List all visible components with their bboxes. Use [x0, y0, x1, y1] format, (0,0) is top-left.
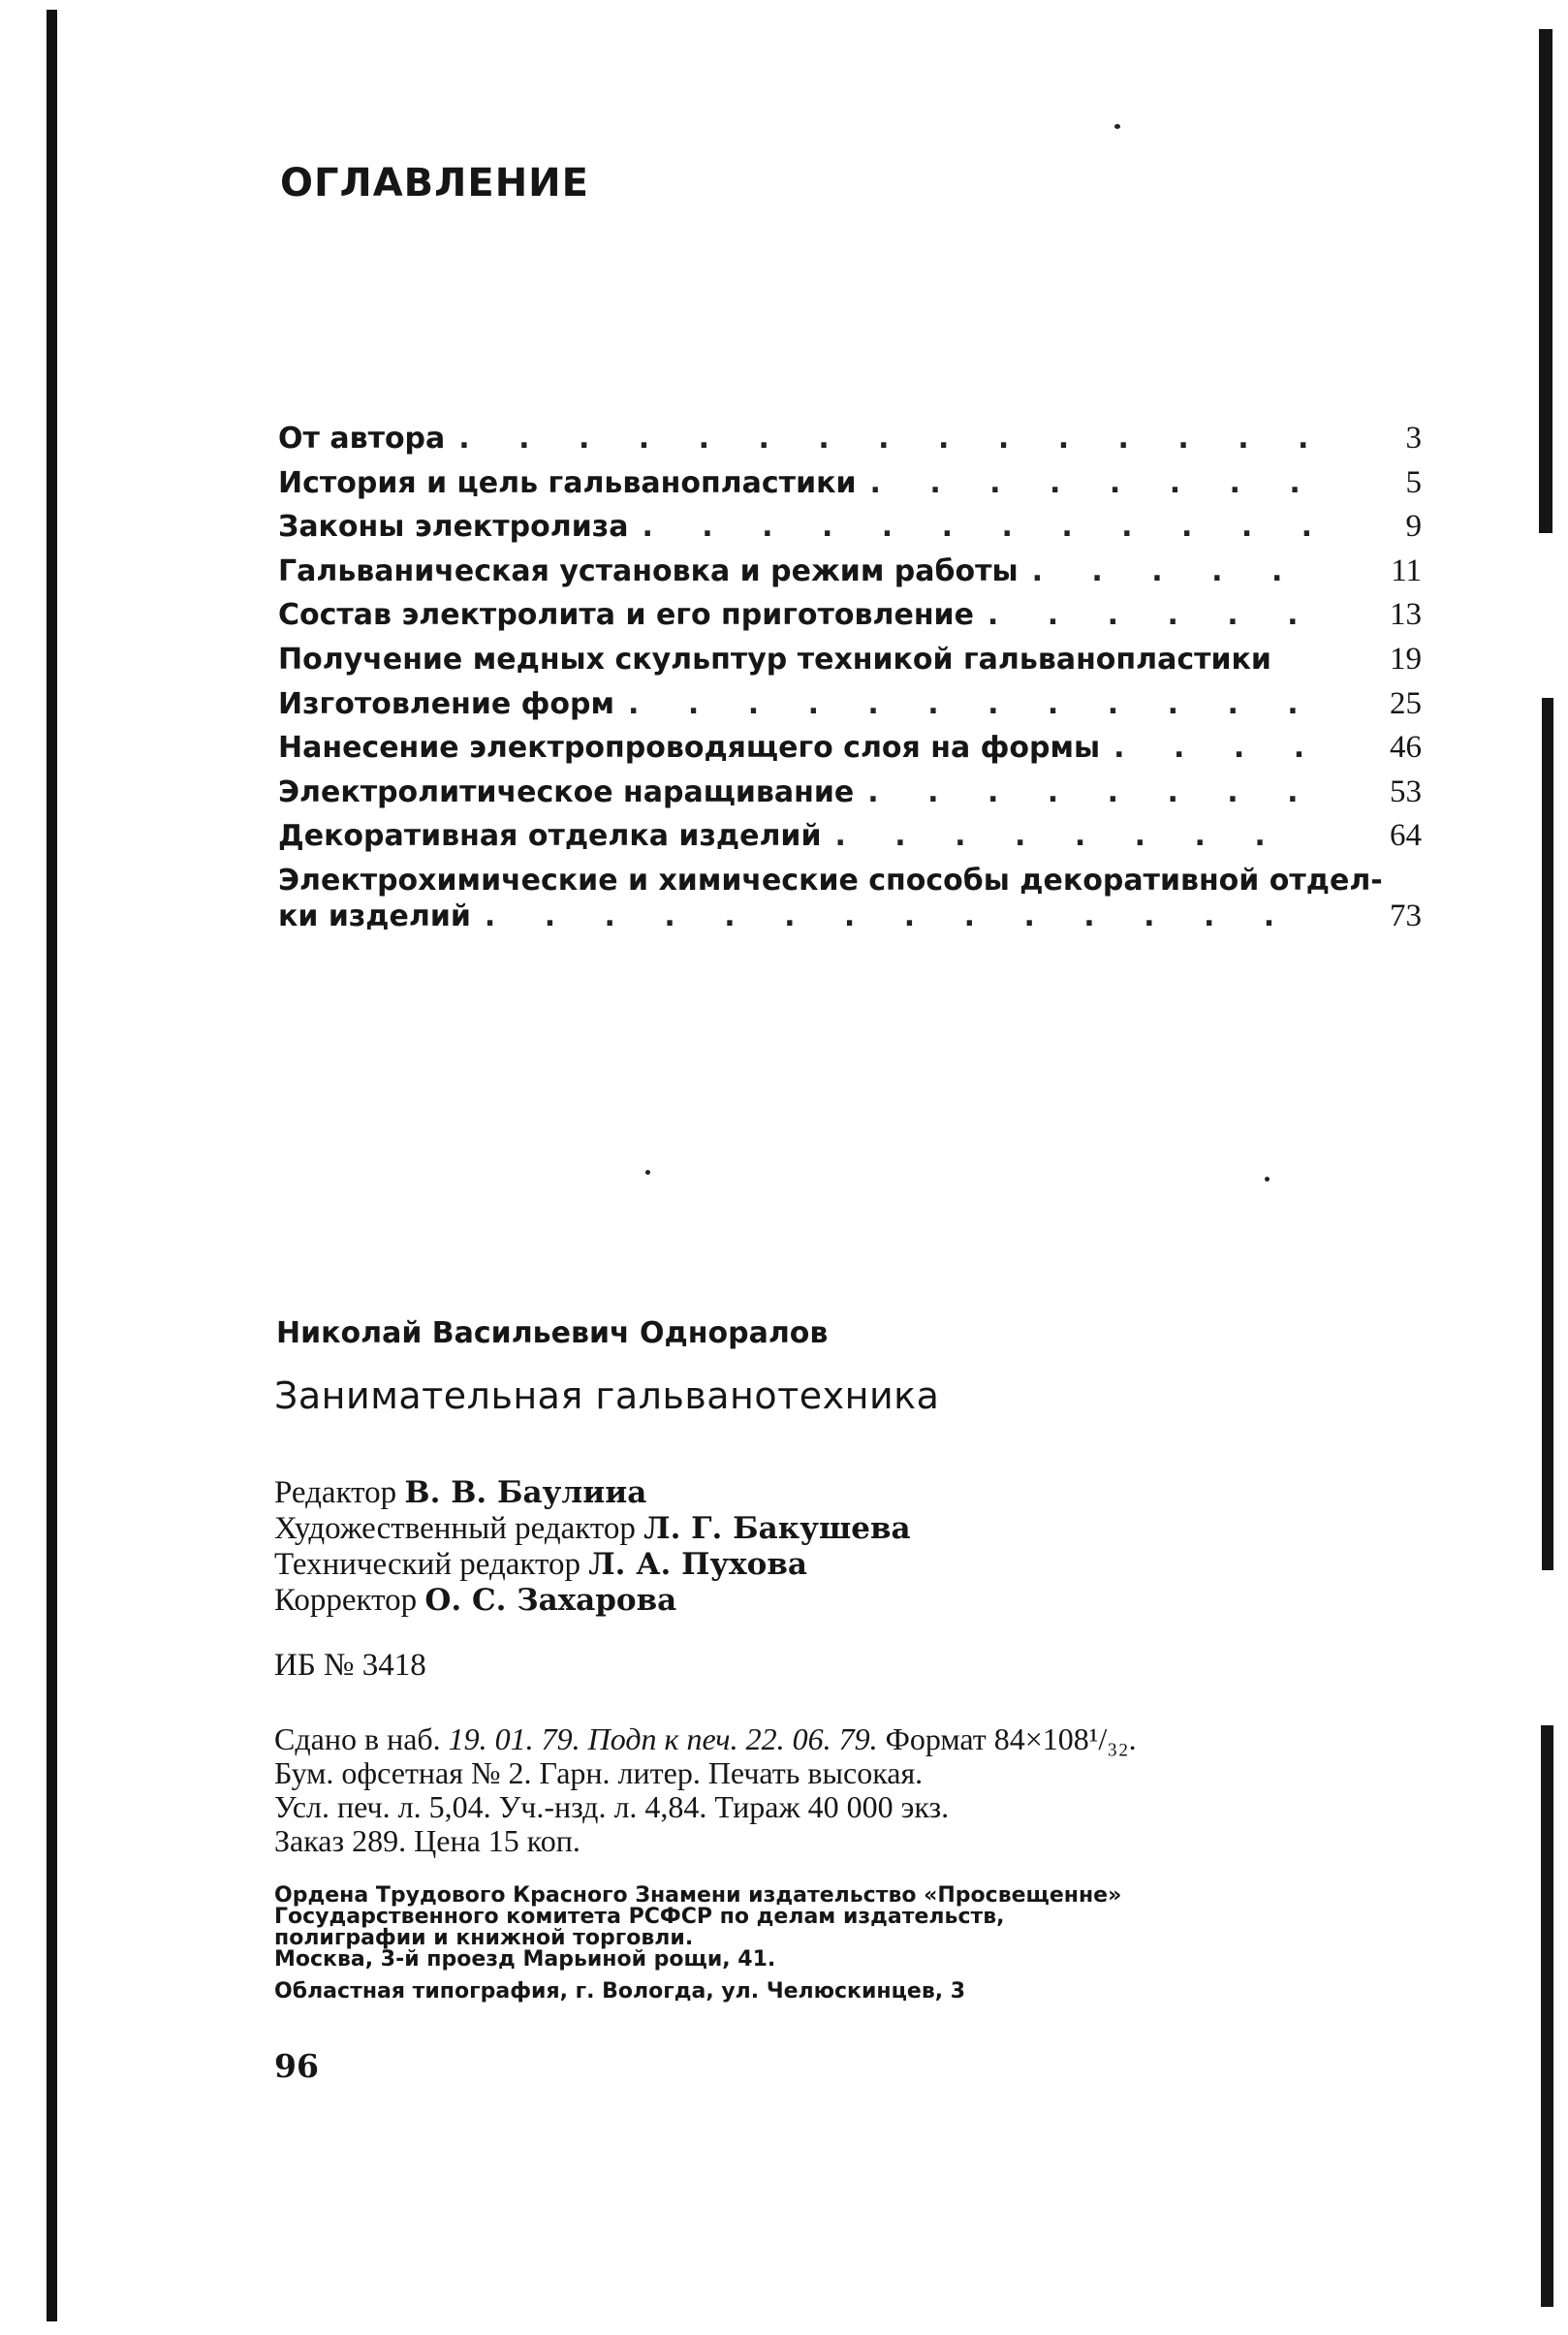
toc-entry-page: 9	[1405, 509, 1422, 545]
credit-name: О. С. Захарова	[424, 1583, 677, 1618]
toc-entry[interactable]	[278, 550, 1422, 594]
toc-entry-title: От автора	[278, 422, 446, 456]
imprint-text: Подп к печ.	[587, 1721, 738, 1756]
ib-number: ИБ № 3418	[274, 1648, 426, 1683]
publisher-line: Государственного комитета РСФСР по делам издательств,	[274, 1905, 1005, 1929]
credit-line	[274, 1547, 911, 1583]
right-scan-edge	[1542, 698, 1553, 1570]
toc-entry-page: 3	[1405, 421, 1422, 456]
imprint-format: Формат 84×108¹/₃₂.	[885, 1721, 1137, 1756]
credit-line	[274, 1583, 911, 1619]
toc-entry-title: Получение медных скульптур техникой гальванопластики	[278, 642, 1271, 677]
toc-entry[interactable]	[278, 461, 1422, 506]
toc-leader-dots	[1032, 550, 1315, 594]
toc-leader-dots	[869, 461, 1315, 506]
publisher-line: полиграфии и книжной торговли.	[274, 1926, 694, 1950]
publisher-line: Москва, 3-й проезд Марьиной рощи, 41.	[274, 1947, 776, 1972]
toc-entry-title: История и цель гальванопластики	[278, 465, 857, 500]
toc-entry-title-line: Электрохимические и химические способы декоративной отдел-	[278, 863, 1383, 898]
toc-entry-title: Законы электролиза	[278, 510, 629, 545]
toc-leader-dots	[834, 814, 1315, 859]
imprint-line	[274, 1722, 1137, 1756]
credit-role: Художественный редактор	[274, 1511, 636, 1546]
credit-role: Корректор	[274, 1583, 418, 1618]
right-scan-edge	[1539, 29, 1552, 533]
imprint-block	[274, 1722, 1137, 1858]
toc-entry-page: 11	[1391, 552, 1422, 588]
author-name: Николай Васильевич Одноралов	[276, 1316, 829, 1350]
credit-line	[274, 1511, 911, 1547]
toc-entry-title: Декоративная отделка изделий	[278, 819, 822, 854]
publisher-line: Ордена Трудового Красного Знамени издательство «Просвещенне»	[274, 1883, 1122, 1908]
toc-entry-title: Электролитическое наращивание	[278, 774, 855, 809]
toc-entry[interactable]	[278, 593, 1422, 638]
book-title: Занимательная гальванотехника	[274, 1374, 940, 1417]
credit-line	[274, 1475, 911, 1511]
imprint-line: Усл. печ. л. 5,04. Уч.-нзд. л. 4,84. Тираж 40 000 экз.	[274, 1789, 950, 1824]
toc-leader-dots	[458, 417, 1315, 461]
toc-leader-dots	[867, 771, 1315, 815]
toc-leader-dots	[1113, 726, 1315, 771]
toc-entry-page: 19	[1390, 641, 1422, 677]
credit-role: Редактор	[274, 1475, 397, 1510]
toc-leader-dots	[988, 593, 1315, 638]
toc-entry[interactable]	[278, 814, 1422, 859]
toc-entry-page: 25	[1390, 685, 1422, 721]
toc-leader-dots	[485, 899, 1315, 934]
imprint-line: Заказ 289. Цена 15 коп.	[274, 1823, 580, 1858]
toc-entry-page: 13	[1390, 597, 1422, 633]
toc-entry-title	[278, 863, 1383, 934]
credit-name: В. В. Баулииа	[404, 1475, 647, 1510]
scan-speck	[1114, 124, 1120, 129]
scan-speck	[1265, 1177, 1270, 1182]
right-scan-edge	[1541, 1725, 1553, 2307]
toc-entry[interactable]	[278, 417, 1422, 461]
toc-entry-title: Состав электролита и его приготовление	[278, 598, 974, 633]
toc-entry-page: 64	[1390, 818, 1422, 854]
toc-entry-page: 73	[1390, 898, 1422, 933]
toc-entry-title-line-end: ки изделий	[278, 899, 471, 933]
toc-leader-dots	[642, 505, 1315, 550]
toc-entry[interactable]	[278, 863, 1422, 934]
toc-entry-page: 5	[1405, 464, 1422, 500]
credit-role: Технический редактор	[274, 1547, 580, 1582]
imprint-date: 22. 06. 79.	[745, 1721, 878, 1756]
toc-entry[interactable]	[278, 682, 1422, 727]
toc-entry-title: Изготовление форм	[278, 686, 615, 721]
toc-entry-title: Гальваническая установка и режим работы	[278, 553, 1019, 588]
table-of-contents	[278, 417, 1422, 934]
toc-entry-title: Нанесение электропроводящего слоя на формы	[278, 731, 1101, 766]
credits-block	[274, 1475, 911, 1619]
toc-entry[interactable]	[278, 771, 1422, 815]
printer-line: Областная типография, г. Вологда, ул. Челюскинцев, 3	[274, 1979, 966, 2004]
toc-entry[interactable]	[278, 726, 1422, 771]
imprint-line: Бум. офсетная № 2. Гарн. литер. Печать высокая.	[274, 1755, 924, 1790]
toc-entry-page: 53	[1390, 773, 1422, 809]
toc-entry-title-line	[278, 899, 1315, 934]
imprint-date: 19. 01. 79.	[448, 1721, 580, 1756]
left-scan-edge	[47, 10, 57, 2321]
toc-entry-page: 46	[1390, 730, 1422, 766]
credit-name: Л. Г. Бакушева	[643, 1511, 911, 1546]
toc-leader-dots	[628, 682, 1315, 727]
toc-entry[interactable]	[278, 638, 1422, 682]
page-title: ОГЛАВЛЕНИЕ	[280, 161, 589, 205]
page-number: 96	[274, 2047, 319, 2085]
toc-entry[interactable]	[278, 505, 1422, 550]
imprint-text: Сдано в наб.	[274, 1721, 441, 1756]
publisher-block	[274, 1885, 1121, 1971]
credit-name: Л. А. Пухова	[588, 1547, 807, 1582]
scan-speck	[645, 1170, 650, 1175]
